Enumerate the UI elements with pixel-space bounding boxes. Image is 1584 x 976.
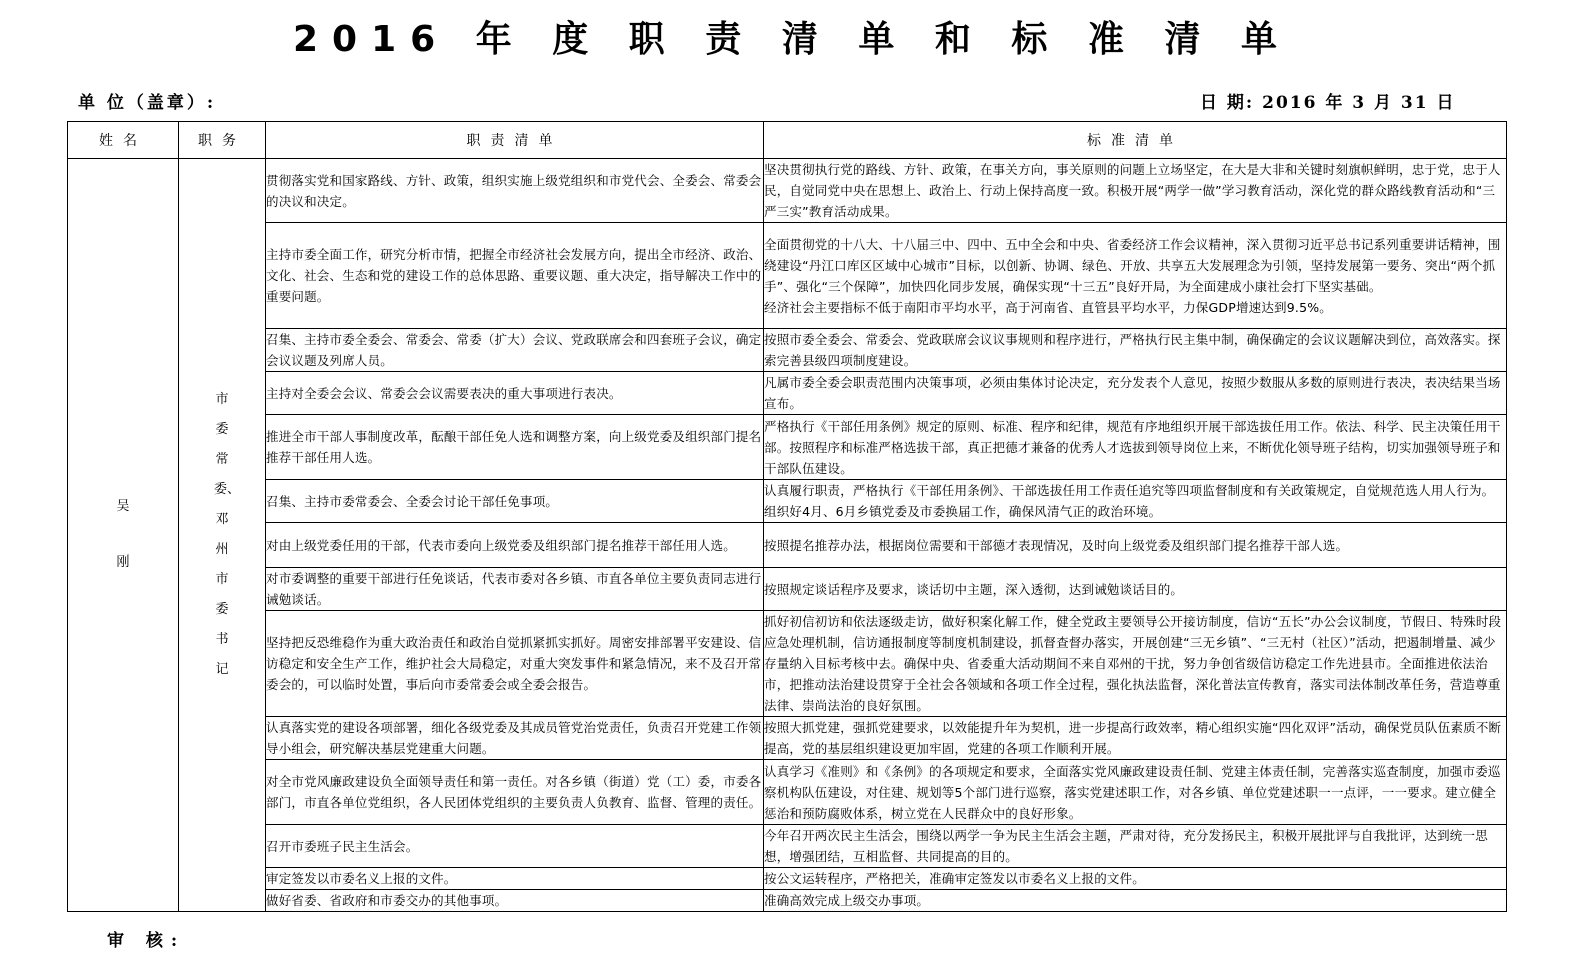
table-row — [68, 415, 1507, 480]
person-post-cell — [179, 159, 266, 912]
table-header-row — [68, 122, 1507, 159]
table-row — [68, 372, 1507, 415]
duty-cell: 对市委调整的重要干部进行任免谈话，代表市委对各乡镇、市直各单位主要负责同志进行诫勉谈话。 — [266, 568, 764, 611]
duty-cell: 做好省委、省政府和市委交办的其他事项。 — [266, 890, 764, 912]
standard-cell: 按照大抓党建，强抓党建要求，以效能提升年为契机，进一步提高行政效率，精心组织实施“四化双评”活动，确保党员队伍素质不断提高，党的基层组织建设更加牢固，党建的各项工作顺利开展。 — [764, 717, 1507, 760]
standard-cell: 准确高效完成上级交办事项。 — [764, 890, 1507, 912]
standard-cell: 按照提名推荐办法，根据岗位需要和干部德才表现情况，及时向上级党委及组织部门提名推荐干部人选。 — [764, 523, 1507, 568]
duty-cell: 主持对全委会会议、常委会会议需要表决的重大事项进行表决。 — [266, 372, 764, 415]
standard-cell: 今年召开两次民主生活会，围绕以两学一争为民主生活会主题，严肃对待，充分发扬民主，积极开展批评与自我批评，达到统一思想，增强团结，互相监督、共同提高的目的。 — [764, 825, 1507, 868]
header-duty: 职责清单 — [266, 122, 764, 159]
duty-cell: 对由上级党委任用的干部，代表市委向上级党委及组织部门提名推荐干部任用人选。 — [266, 523, 764, 568]
standard-cell: 坚决贯彻执行党的路线、方针、政策，在事关方向，事关原则的问题上立场坚定，在大是大非和关键时刻旗帜鲜明，忠于党，忠于人民，自觉同党中央在思想上、政治上、行动上保持高度一致。积极开展“两学一做”学习教育活动，深化党的群众路线教育活动和“三严三实”教育活动成果。 — [764, 159, 1507, 223]
duty-cell: 召集、主持市委全委会、常委会、常委（扩大）会议、党政联席会和四套班子会议，确定会议议题及列席人员。 — [266, 329, 764, 372]
duty-cell: 坚持把反恐维稳作为重大政治责任和政治自觉抓紧抓实抓好。周密安排部署平安建设、信访稳定和安全生产工作，维护社会大局稳定，对重大突发事件和紧急情况，来不及召开常委会的，可以临时处置，事后向市委常委会或全委会报告。 — [266, 611, 764, 717]
duty-cell: 审定签发以市委名义上报的文件。 — [266, 868, 764, 890]
header-name: 姓名 — [68, 122, 179, 159]
header-post: 职务 — [179, 122, 266, 159]
duty-cell: 对全市党风廉政建设负全面领导责任和第一责任。对各乡镇（街道）党（工）委，市委各部门，市直各单位党组织，各人民团体党组织的主要负责人负教育、监督、管理的责任。 — [266, 760, 764, 825]
table-row — [68, 890, 1507, 912]
table-row — [68, 159, 1507, 223]
table-row — [68, 523, 1507, 568]
page-title: 2016 年 度 职 责 清 单 和 标 准 清 单 — [292, 19, 1292, 60]
standard-cell: 全面贯彻党的十八大、十八届三中、四中、五中全会和中央、省委经济工作会议精神，深入贯彻习近平总书记系列重要讲话精神，围绕建设“丹江口库区区域中心城市”目标，以创新、协调、绿色、开放、共享五大发展理念为引领，坚持发展第一要务、突出“两个抓手”、强化“三个保障”，加快四化同步发展，确保实现“十三五”良好开局，为全面建成小康社会打下坚实基础。 经济社会主要指标不低于南阳市平均水平，高于河南省、直管县平均水平，力保GDP增速达到9.5%。 — [764, 223, 1507, 329]
standard-cell: 抓好初信初访和依法逐级走访，做好积案化解工作，健全党政主要领导公开接访制度，信访“五长”办公会议制度，节假日、特殊时段应急处理机制，信访通报制度等制度机制建设，抓督查督办落实，开展创建“三无乡镇”、“三无村（社区）”活动，把遏制增量、减少存量纳入目标考核中去。确保中央、省委重大活动期间不来自邓州的干扰，努力争创省级信访稳定工作先进县市。全面推进依法治市，把推动法治建设贯穿于全社会各领域和各项工作全过程，强化执法监督，深化普法宣传教育，落实司法体制改革任务，营造尊重法律、崇尚法治的良好氛围。 — [764, 611, 1507, 717]
standard-cell: 认真履行职责，严格执行《干部任用条例》、干部选拔任用工作责任追究等四项监督制度和有关政策规定，自觉规范选人用人行为。组织好4月、6月乡镇党委及市委换届工作，确保风清气正的政治环境。 — [764, 480, 1507, 523]
standard-cell: 严格执行《干部任用条例》规定的原则、标准、程序和纪律，规范有序地组织开展干部选拔任用工作。依法、科学、民主决策任用干部。按照程序和标准严格选拔干部，真正把德才兼备的优秀人才选拔到领导岗位上来，不断优化领导班子结构，切实加强领导班子和干部队伍建设。 — [764, 415, 1507, 480]
table-row — [68, 717, 1507, 760]
duty-cell: 召开市委班子民主生活会。 — [266, 825, 764, 868]
table-row — [68, 760, 1507, 825]
duty-cell: 主持市委全面工作，研究分析市情，把握全市经济社会发展方向，提出全市经济、政治、文化、社会、生态和党的建设工作的总体思路、重要议题、重大决定，指导解决工作中的重要问题。 — [266, 223, 764, 329]
standard-cell: 认真学习《准则》和《条例》的各项规定和要求，全面落实党风廉政建设责任制、党建主体责任制，完善落实巡查制度，加强市委巡察机构队伍建设，对住建、规划等5个部门进行巡察，落实党建述职工作，对各乡镇、单位党建述职一一点评，一一要求。建立健全惩治和预防腐败体系，树立党在人民群众中的良好形象。 — [764, 760, 1507, 825]
header-standard: 标准清单 — [764, 122, 1507, 159]
review-label: 审 核: — [107, 931, 186, 951]
table-row — [68, 480, 1507, 523]
table-row — [68, 611, 1507, 717]
duty-cell: 召集、主持市委常委会、全委会讨论干部任免事项。 — [266, 480, 764, 523]
table-row — [68, 223, 1507, 329]
table-row — [68, 568, 1507, 611]
table-row — [68, 329, 1507, 372]
responsibility-table — [67, 121, 1507, 912]
table-body — [68, 159, 1507, 912]
duty-cell: 认真落实党的建设各项部署，细化各级党委及其成员管党治党责任，负责召开党建工作领导小组会，研究解决基层党建重大问题。 — [266, 717, 764, 760]
table-row — [68, 825, 1507, 868]
standard-cell: 凡属市委全委会职责范围内决策事项，必须由集体讨论决定，充分发表个人意见，按照少数服从多数的原则进行表决，表决结果当场宣布。 — [764, 372, 1507, 415]
table-row — [68, 868, 1507, 890]
standard-cell: 按公文运转程序，严格把关，准确审定签发以市委名义上报的文件。 — [764, 868, 1507, 890]
person-post: 市委常委、邓州市委书记 — [214, 392, 241, 677]
standard-cell: 按照市委全委会、常委会、党政联席会议议事规则和程序进行，严格执行民主集中制，确保确定的会议议题解决到位，高效落实。探索完善县级四项制度建设。 — [764, 329, 1507, 372]
person-name-cell — [68, 159, 179, 912]
duty-cell: 推进全市干部人事制度改革，酝酿干部任免人选和调整方案，向上级党委及组织部门提名推荐干部任用人选。 — [266, 415, 764, 480]
unit-label: 单 位（盖章）: — [78, 93, 217, 113]
date-label: 日 期: 2016 年 3 月 31 日 — [1200, 93, 1456, 113]
person-name: 吴刚 — [116, 499, 130, 570]
duty-cell: 贯彻落实党和国家路线、方针、政策，组织实施上级党组织和市党代会、全委会、常委会的决议和决定。 — [266, 159, 764, 223]
standard-cell: 按照规定谈话程序及要求，谈话切中主题，深入透彻，达到诫勉谈话目的。 — [764, 568, 1507, 611]
